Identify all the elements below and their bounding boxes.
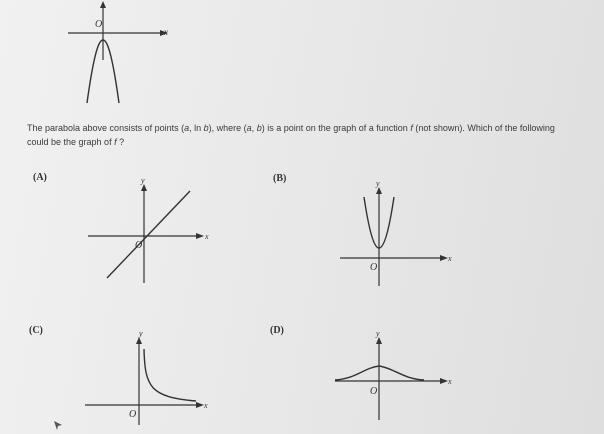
question-text: The parabola above consists of points (a, ln b), where (a, b) is a point on the graph of a function f (not shown). Which of the following could be the graph of f ? — [27, 123, 555, 147]
choice-c-y-arrow — [136, 337, 142, 344]
choice-b-label[interactable]: (B) — [273, 173, 287, 184]
choice-b-y-arrow — [376, 187, 382, 194]
top-parabola-graph — [60, 0, 190, 115]
choice-c-curve — [144, 349, 196, 401]
choice-d-graph[interactable] — [320, 325, 470, 430]
choice-c-x-label: x — [204, 401, 208, 410]
choice-b-origin-label: O — [370, 262, 378, 273]
choice-a-y-label: y — [141, 176, 145, 185]
choice-b-graph[interactable] — [320, 175, 470, 290]
choice-a-origin-label: O — [135, 240, 143, 251]
top-y-arrow — [100, 1, 106, 8]
choice-c-x-arrow — [196, 402, 204, 408]
choice-a-y-arrow — [141, 184, 147, 191]
choice-d-x-label: x — [448, 377, 452, 386]
cursor-icon — [52, 420, 64, 432]
choice-b-x-label: x — [448, 254, 452, 263]
choice-c-label[interactable]: (C) — [29, 325, 43, 336]
choice-c-y-label: y — [139, 329, 143, 338]
choice-a-line — [107, 191, 190, 278]
top-origin-label: O — [95, 19, 103, 30]
choice-d-label[interactable]: (D) — [270, 325, 284, 336]
choice-b-x-arrow — [440, 255, 448, 261]
choice-a-label[interactable]: (A) — [33, 172, 47, 183]
choice-a-x-arrow — [196, 233, 204, 239]
choice-d-x-arrow — [440, 378, 448, 384]
choice-d-y-arrow — [376, 337, 382, 344]
choice-a-x-label: x — [205, 232, 209, 241]
choice-d-origin-label: O — [370, 386, 378, 397]
choice-d-y-label: y — [376, 329, 380, 338]
top-x-label: x — [164, 27, 168, 37]
choice-c-origin-label: O — [129, 409, 137, 420]
choice-b-y-label: y — [376, 179, 380, 188]
choice-a-graph[interactable] — [80, 175, 230, 290]
choice-c-graph[interactable] — [80, 325, 230, 430]
